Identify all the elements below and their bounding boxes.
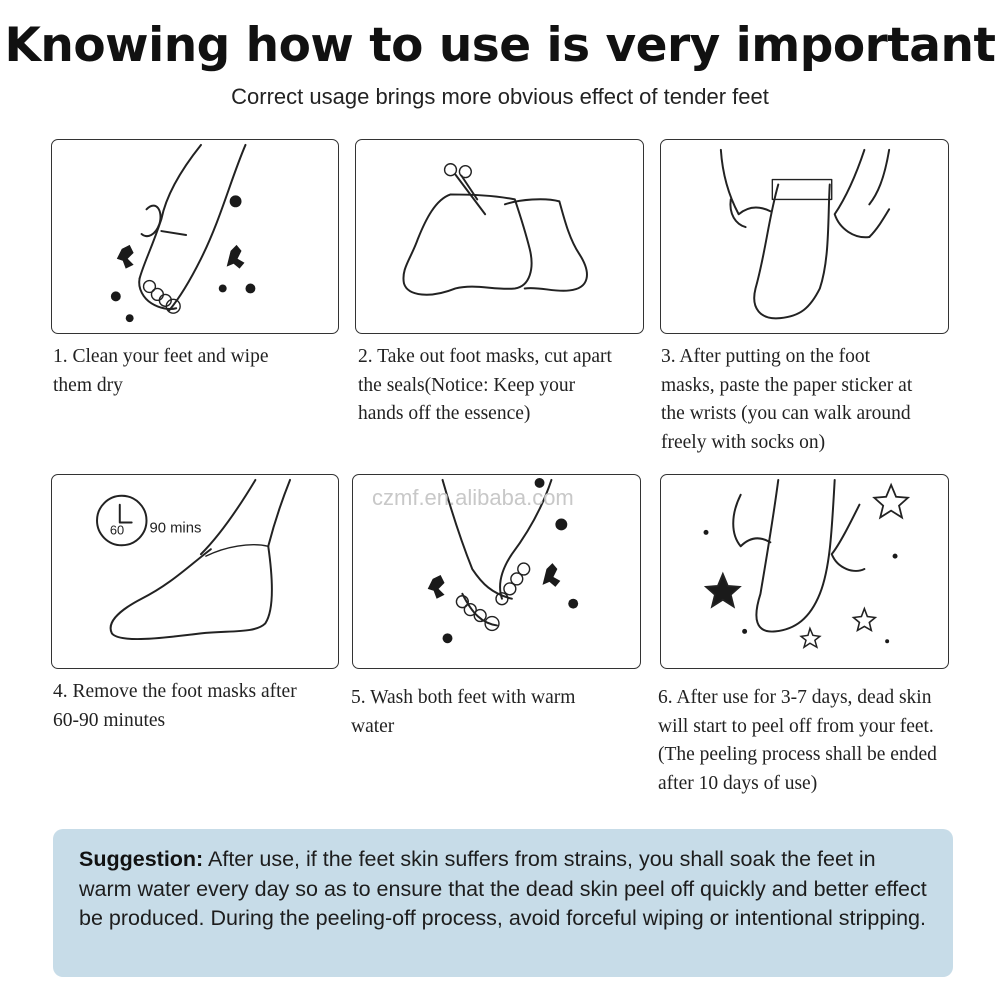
clock-icon bbox=[97, 496, 146, 545]
smooth-feet-stars-icon bbox=[661, 475, 948, 668]
step-3-illustration bbox=[660, 139, 949, 334]
wearing-mask-icon bbox=[661, 140, 948, 333]
timer-foot-mask-icon bbox=[52, 475, 338, 668]
step-6-caption: 6. After use for 3-7 days, dead skin will start to peel off from your feet. (The peeling process shall be ended after 10 days of use) bbox=[658, 687, 937, 794]
step-4-illustration bbox=[51, 474, 339, 669]
step-3-caption: 3. After putting on the foot masks, paste the paper sticker at the wrists (you can walk around freely with socks on) bbox=[661, 346, 913, 453]
step-1-illustration bbox=[51, 139, 339, 334]
washing-feet-icon bbox=[52, 140, 338, 333]
suggestion-label: Suggestion: bbox=[79, 847, 204, 871]
clock-label: 60 bbox=[109, 522, 125, 538]
suggestion-text: After use, if the feet skin suffers from strains, you shall soak the feet in warm water every day so as to ensure that the dead skin peel off quickly and better effect be produced. During the peeling-off process, avoid forceful wiping or intentional stripping. bbox=[79, 847, 927, 930]
step-2-illustration bbox=[355, 139, 644, 334]
scissors-mask-icon bbox=[356, 140, 643, 333]
step-1-caption: 1. Clean your feet and wipe them dry bbox=[53, 346, 269, 396]
watermark: czmf.en.alibaba.com bbox=[372, 485, 574, 510]
page-title: Knowing how to use is very important bbox=[4, 18, 996, 73]
timer-label: 90 mins bbox=[149, 520, 202, 537]
suggestion-box bbox=[53, 829, 953, 977]
step-5-caption: 5. Wash both feet with warm water bbox=[351, 687, 576, 737]
step-4-caption: 4. Remove the foot masks after 60-90 minutes bbox=[53, 681, 297, 731]
step-2-caption: 2. Take out foot masks, cut apart the seals(Notice: Keep your hands off the essence) bbox=[358, 346, 612, 424]
step-6-illustration bbox=[660, 474, 949, 669]
page-subtitle: Correct usage brings more obvious effect of tender feet bbox=[231, 84, 769, 109]
